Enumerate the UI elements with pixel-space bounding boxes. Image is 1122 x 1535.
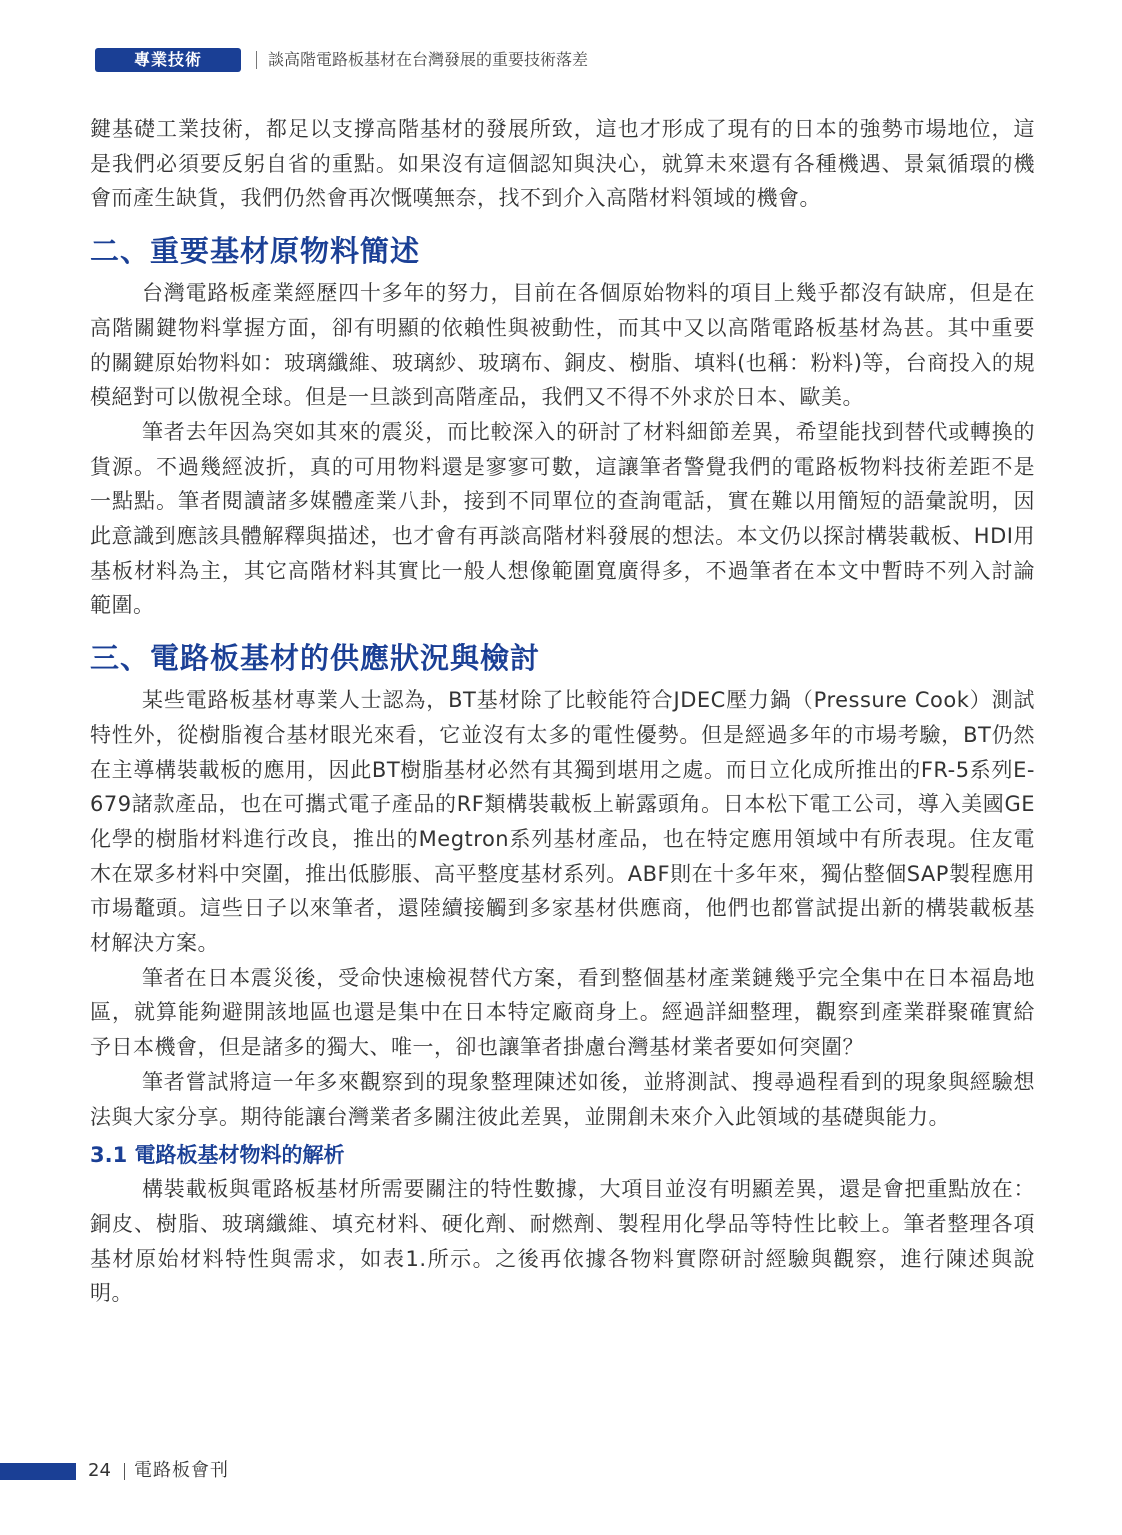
section-3-paragraph: 筆者嘗試將這一年多來觀察到的現象整理陳述如後，並將測試、搜尋過程看到的現象與經驗想法與大家分享。期待能讓台灣業者多關注彼此差異，並開創未來介入此領域的基礎與能力。 [90,1069,1035,1129]
footer-accent-bar [0,1463,76,1480]
intro-paragraph: 鍵基礎工業技術，都足以支撐高階基材的發展所致，這也才形成了現有的日本的強勢市場地位，這是我們必須要反躬自省的重點。如果沒有這個認知與決心，就算未來還有各種機遇、景氣循環的機會而產生缺貨，我們仍然會再次慨嘆無奈，找不到介入高階材料領域的機會。 [90,117,1035,211]
article-body [90,112,1035,1311]
section-2-heading: 二、重要基材原物料簡述 [90,234,421,269]
section-3-paragraph: 筆者在日本震災後，受命快速檢視替代方案，看到整個基材產業鏈幾乎完全集中在日本福島地區，就算能夠避開該地區也還是集中在日本特定廠商身上。經過詳細整理，觀察到產業群聚確實給予日本機會，但是諸多的獨大、唯一，卻也讓筆者掛慮台灣基材業者要如何突圍？ [90,965,1035,1060]
section-3-paragraph: 某些電路板基材專業人士認為，BT基材除了比較能符合JDEC壓力鍋（Pressure Cook）測試特性外，從樹脂複合基材眼光來看，它並沒有太多的電性優勢。但是經過多年的市場考驗，BT仍然在主導構裝載板的應用，因此BT樹脂基材必然有其獨到堪用之處。而日立化成所推出的FR-5系列E-679諸款產品，也在可攜式電子產品的RF類構裝載板上嶄露頭角。日本松下電工公司，導入美國GE化學的樹脂材料進行改良，推出的Megtron系列基材產品，也在特定應用領域中有所表現。住友電木在眾多材料中突圍，推出低膨脹、高平整度基材系列。ABF則在十多年來，獨佔整個SAP製程應用市場鼇頭。這些日子以來筆者，還陸續接觸到多家基材供應商，他們也都嘗試提出新的構裝載板基材解決方案。 [90,688,1035,956]
section-2-paragraph: 筆者去年因為突如其來的震災，而比較深入的研討了材料細節差異，希望能找到替代或轉換的貨源。不過幾經波折，真的可用物料還是寥寥可數，這讓筆者警覺我們的電路板物料技術差距不是一點點。筆者閱讀諸多媒體產業八卦，接到不同單位的查詢電話，實在難以用簡短的語彙說明，因此意識到應該具體解釋與描述，也才會有再談高階材料發展的想法。本文仍以探討構裝載板、HDI用基板材料為主，其它高階材料其實比一般人想像範圍寬廣得多，不過筆者在本文中暫時不列入討論範圍。 [90,419,1035,618]
subsection-3-1-heading: 3.1 電路板基材物料的解析 [90,1143,345,1168]
publication-name: 電路板會刊 [134,1460,229,1481]
section-3-heading: 三、電路板基材的供應狀況與檢討 [90,641,541,676]
header-divider [256,51,257,69]
footer-divider [124,1463,125,1480]
section-tag: 專業技術 [95,48,241,72]
running-title: 談高階電路板基材在台灣發展的重要技術落差 [268,50,589,69]
subsection-3-1-paragraph: 構裝載板與電路板基材所需要關注的特性數據，大項目並沒有明顯差異，還是會把重點放在：銅皮、樹脂、玻璃纖維、填充材料、硬化劑、耐燃劑、製程用化學品等特性比較上。筆者整理各項基材原始材料特性與需求，如表1.所示。之後再依據各物料實際研討經驗與觀察，進行陳述與說明。 [90,1177,1035,1306]
section-2-paragraph: 台灣電路板產業經歷四十多年的努力，目前在各個原始物料的項目上幾乎都沒有缺席，但是在高階關鍵物料掌握方面，卻有明顯的依賴性與被動性，而其中又以高階電路板基材為甚。其中重要的關鍵原始物料如：玻璃纖維、玻璃紗、玻璃布、銅皮、樹脂、填料(也稱：粉料)等，台商投入的規模絕對可以傲視全球。但是一旦談到高階產品，我們又不得不外求於日本、歐美。 [90,281,1035,410]
page-number: 24 [88,1460,111,1481]
